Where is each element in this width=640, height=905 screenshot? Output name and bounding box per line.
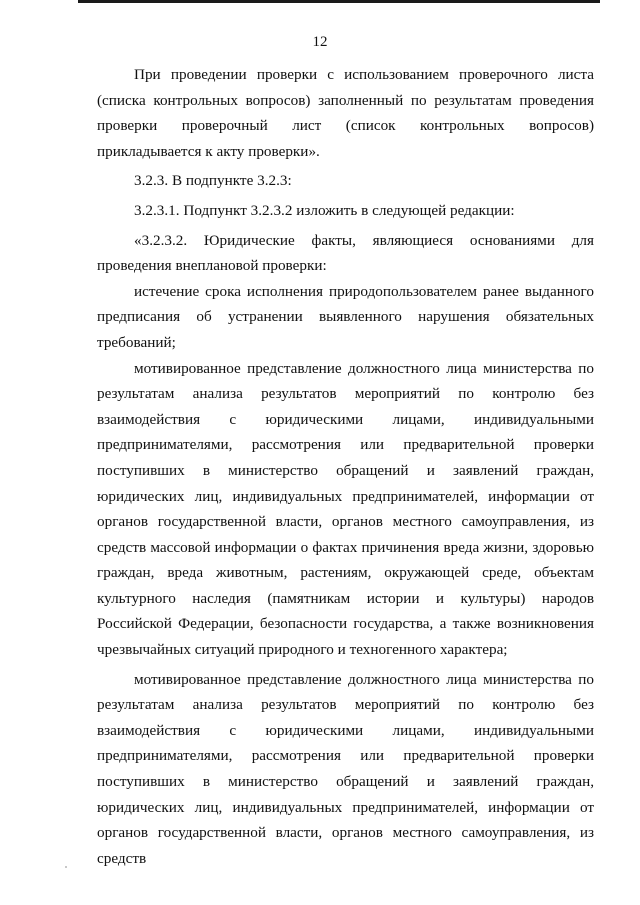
paragraph-reasoned-submission-1: мотивированное представление должностного лица министерства по результатам анализа результатов мероприятий по контролю без взаимодействия с юридическими лицами, индивидуальными предпринимателями, рассмотрения или предварительной проверки поступивших в министерство обращений и заявлений граждан, юридических лиц, индивидуальных предпринимателей, информации от органов государственной власти, органов местного самоуправления, из средств массовой информации о фактах причинения вреда жизни, здоровью граждан, вреда животным, растениям, окружающей среде, объектам культурного наследия (памятникам истории и культуры) народов Российской Федерации, безопасности государства, а также возникновения чрезвычайных ситуаций природного и техногенного характера; [97, 359, 594, 659]
paragraph-checklist-attachment: При проведении проверки с использованием проверочного листа (списка контрольных вопросов) заполненный по результатам проведения проверки проверочный лист (список контрольных вопросов) прикладывается к акту проверки». [97, 66, 594, 160]
paragraph-subclause-3-2-3-1: 3.2.3.1. Подпункт 3.2.3.2 изложить в следующей редакции: [134, 201, 515, 219]
page-top-rule [78, 0, 600, 3]
paragraph-order-expiry: истечение срока исполнения природопользователем ранее выданного предписания об устранении выявленного нарушения обязательных требований; [97, 282, 594, 351]
document-body [97, 62, 594, 871]
paragraph-clause-3-2-3-2: «3.2.3.2. Юридические факты, являющиеся основаниями для проведения внеплановой проверки: [97, 231, 594, 275]
paragraph-reasoned-submission-2: мотивированное представление должностного лица министерства по результатам анализа результатов мероприятий по контролю без взаимодействия с юридическими лицами, индивидуальными предпринимателями, рассмотрения или предварительной проверки поступивших в министерство обращений и заявлений граждан, юридических лиц, индивидуальных предпринимателей, информации от органов государственной власти, органов местного самоуправления, из средств [97, 670, 594, 867]
page-number: 12 [312, 34, 328, 50]
paragraph-subclause-3-2-3: 3.2.3. В подпункте 3.2.3: [134, 172, 292, 190]
scan-artifact [65, 866, 67, 868]
